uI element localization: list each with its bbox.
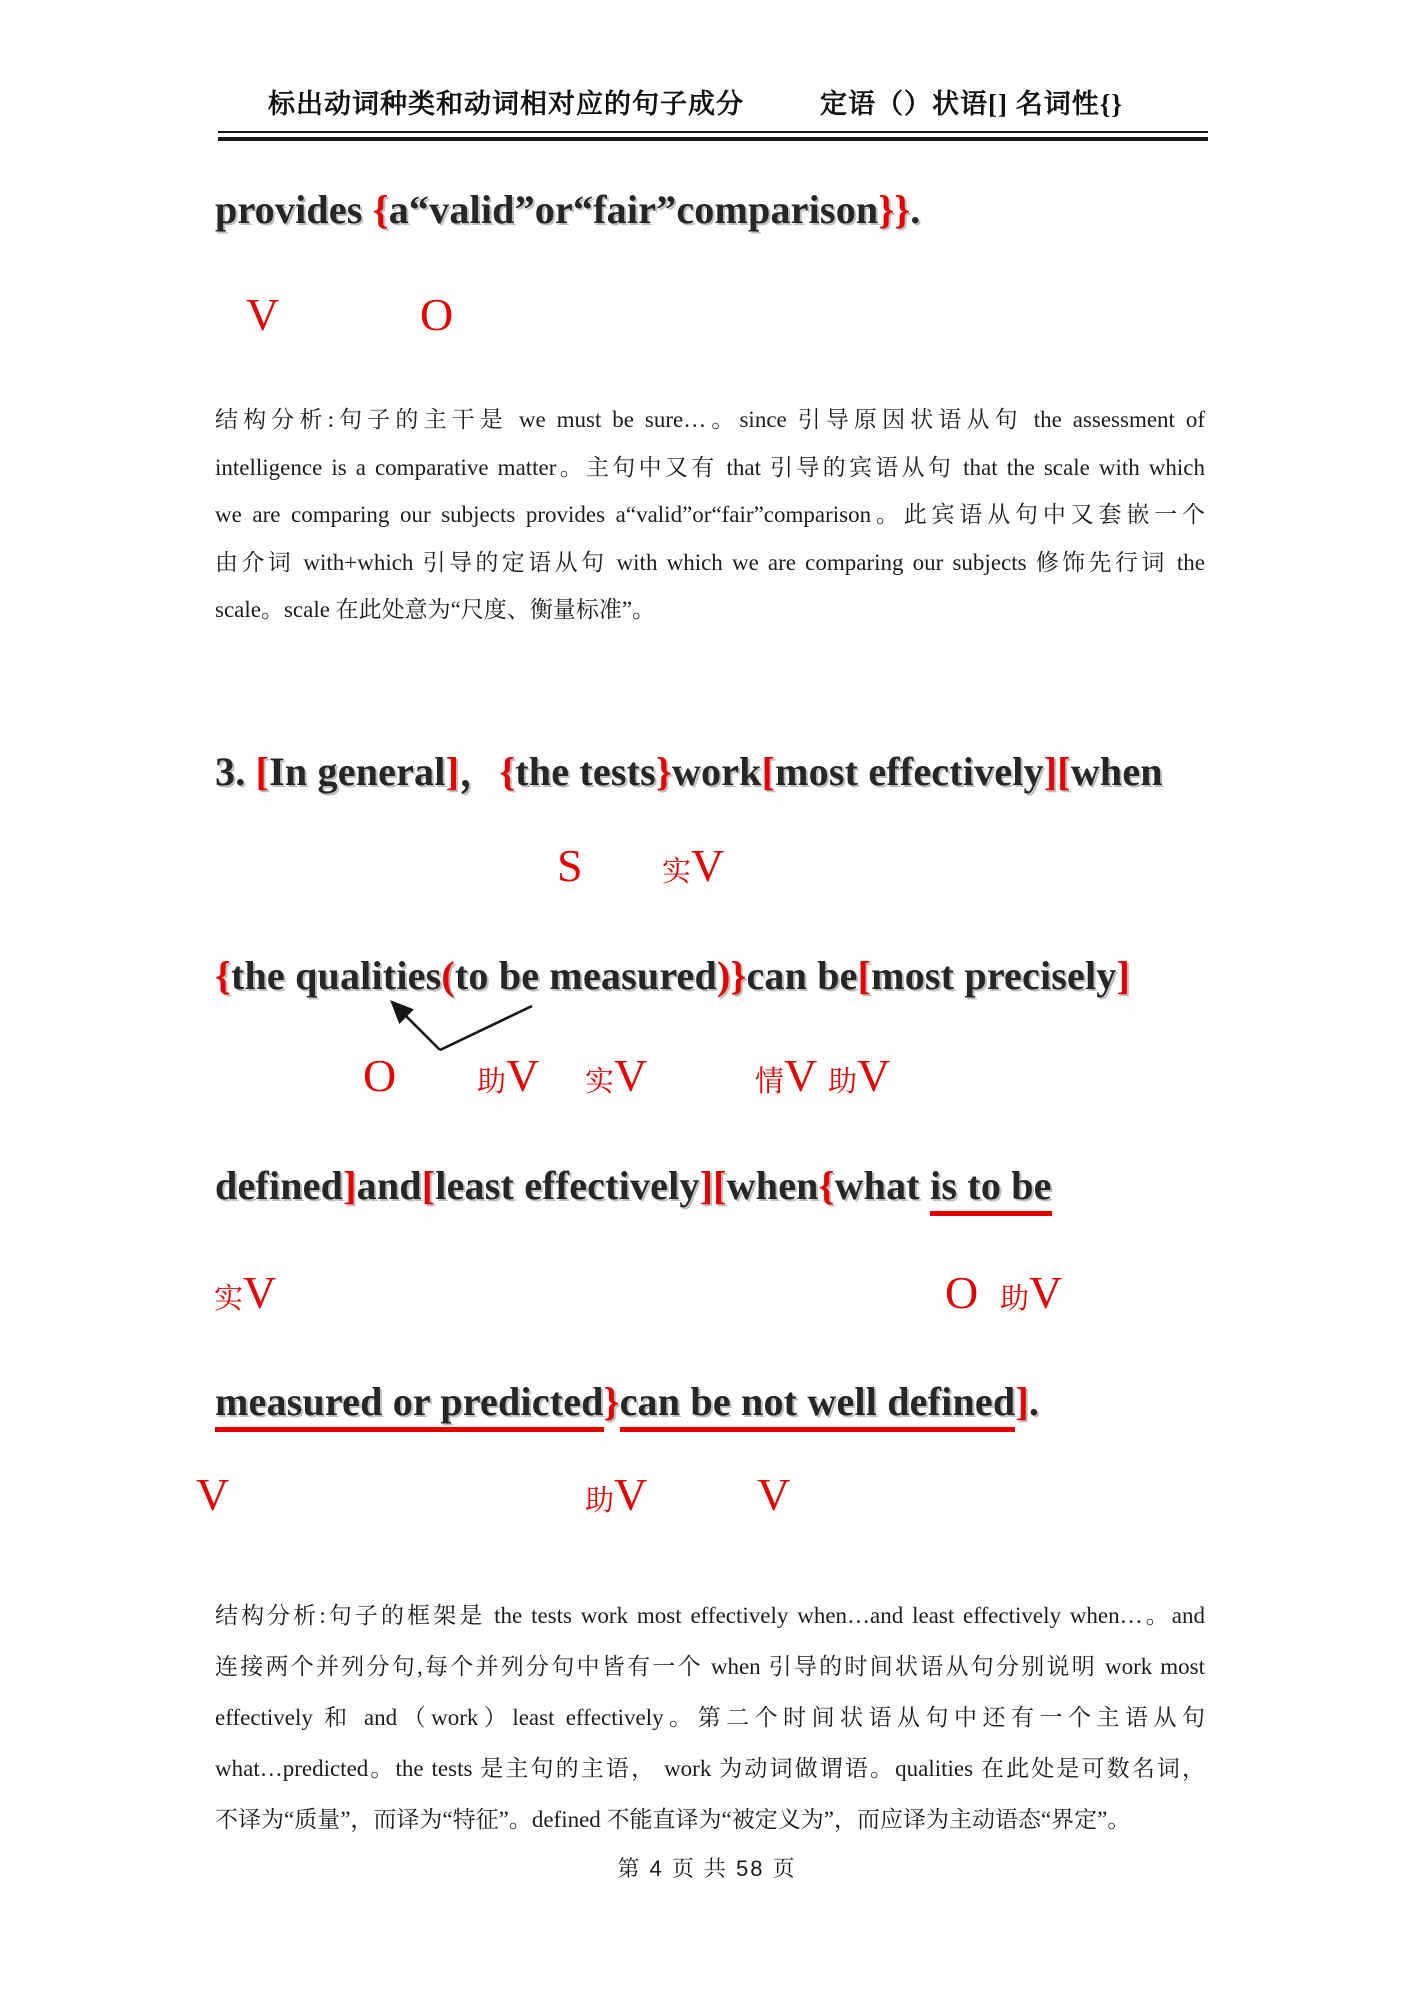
main-verb-label: 实V [662,840,725,891]
text-run: ， [459,749,500,794]
verb-label: V [246,289,280,340]
brace-mark: { [372,187,389,232]
labels-row-1 [0,289,1414,352]
auxiliary-verb-label: 助V [477,1050,540,1101]
sentence-3-line-1 [215,740,1163,797]
bracket-mark: [ [255,749,270,794]
labels-row-2 [0,840,1414,903]
annotation-arrows [370,988,580,1060]
text-run: work [671,749,762,794]
labels-row-3 [0,1050,1414,1113]
auxiliary-verb-label: 助V [585,1469,648,1520]
brace-mark: { [818,1163,835,1208]
analysis-line: what…predicted。the tests 是主句的主语， work 为动词做谓语。qualities 在此处是可数名词， [215,1756,1205,1781]
text-run: . [910,187,921,232]
text-run: least effectively [435,1163,700,1208]
subject-label: S [557,840,583,891]
arrow-right [440,1006,532,1050]
bracket-mark: [ [421,1163,436,1208]
bracket-mark: ][ [699,1163,727,1208]
main-verb-label: 实V [585,1050,648,1101]
object-label: O [363,1050,397,1101]
text-run: when [726,1163,819,1208]
bracket-mark: ] [343,1163,357,1208]
text-run: what [834,1163,931,1208]
verb-label: V [757,1469,791,1520]
paren-mark: ( [441,953,455,998]
object-label: O [945,1267,979,1318]
header-rule-thick [218,137,1208,141]
brace-mark: { [499,749,516,794]
text-run: provides [215,187,373,232]
header-instruction: 标出动词种类和动词相对应的句子成分 [268,89,744,119]
analysis-line: 连接两个并列分句,每个并列分句中皆有一个 when 引导的时间状语从句分别说明 work most [215,1654,1205,1679]
auxiliary-verb-label: 助V [1000,1267,1063,1318]
bracket-mark: [ [761,749,776,794]
analysis-paragraph-2 [215,1590,1205,1845]
brace-mark: } [603,1379,620,1424]
analysis-line: we are comparing our subjects provides a“valid”or“fair”comparison。此宾语从句中又套嵌一个 [215,502,1205,527]
text-run: most precisely [871,953,1117,998]
underlined-text-run: is to be [930,1163,1052,1216]
text-run: when [1070,749,1163,794]
analysis-line: scale。scale 在此处意为“尺度、衡量标准”。 [215,597,656,622]
analysis-line: 不译为“质量”，而译为“特征”。defined 不能直译为“被定义为”，而应译为主动语态“界定”。 [215,1807,1131,1832]
brace-mark: }} [878,187,911,232]
text-run: In general [269,749,446,794]
text-run: . [1028,1379,1040,1424]
analysis-line: 由介词 with+which 引导的定语从句 with which we are comparing our subjects 修饰先行词 the [215,549,1205,575]
text-run: most effectively [775,749,1044,794]
text-run: can be [746,953,858,998]
object-label: O [420,289,454,340]
bracket-mark: ] [1015,1379,1029,1424]
text-run: 3. [215,749,256,794]
underlined-text-run: measured or predicted [215,1379,604,1432]
arrow-left [392,1002,440,1050]
paren-brace-mark: )} [716,953,747,998]
brace-mark: } [655,749,672,794]
header-legend: 定语（）状语[] 名词性{} [820,89,1124,119]
text-run: defined [215,1163,344,1208]
text-run: the qualities [230,953,442,998]
verb-label: V [196,1469,230,1520]
analysis-line: 结构分析:句子的框架是 the tests work most effectively when…and least effectively when…。and [215,1603,1205,1628]
bracket-mark: [ [857,953,872,998]
labels-row-5 [0,1469,1414,1532]
text-run: and [356,1163,422,1208]
main-verb-label: 实V [214,1267,277,1318]
modal-verb-label: 情V [755,1050,818,1101]
header-rule-thin [218,131,1208,133]
sentence-3-line-4 [215,1378,1039,1425]
bracket-mark: ] [445,749,460,794]
analysis-paragraph-1 [215,396,1205,634]
bracket-mark: ][ [1043,749,1071,794]
text-run: the tests [515,749,656,794]
labels-row-4 [0,1267,1414,1330]
text-run: a“valid”or“fair”comparison [388,187,879,232]
underlined-text-run: can be not well defined [620,1379,1016,1432]
bracket-mark: ] [1116,953,1131,998]
analysis-line: intelligence is a comparative matter。主句中又有 that 引导的宾语从句 that the scale with which [215,454,1205,480]
analysis-line: 结构分析:句子的主干是 we must be sure…。since 引导原因状语从句 the assessment of [215,407,1205,432]
sentence-3-line-3 [215,1162,1052,1209]
sentence-3-line-2 [215,952,1130,999]
text-run: to be measured [454,953,717,998]
sentence-2-continuation [215,186,921,233]
brace-mark: { [215,953,231,998]
analysis-line: effectively 和 and（work）least effectively。第二个时间状语从句中还有一个主语从句 [215,1705,1205,1730]
auxiliary-verb-label: 助V [828,1050,891,1101]
page-number: 第 4 页 共 58 页 [617,1856,797,1881]
